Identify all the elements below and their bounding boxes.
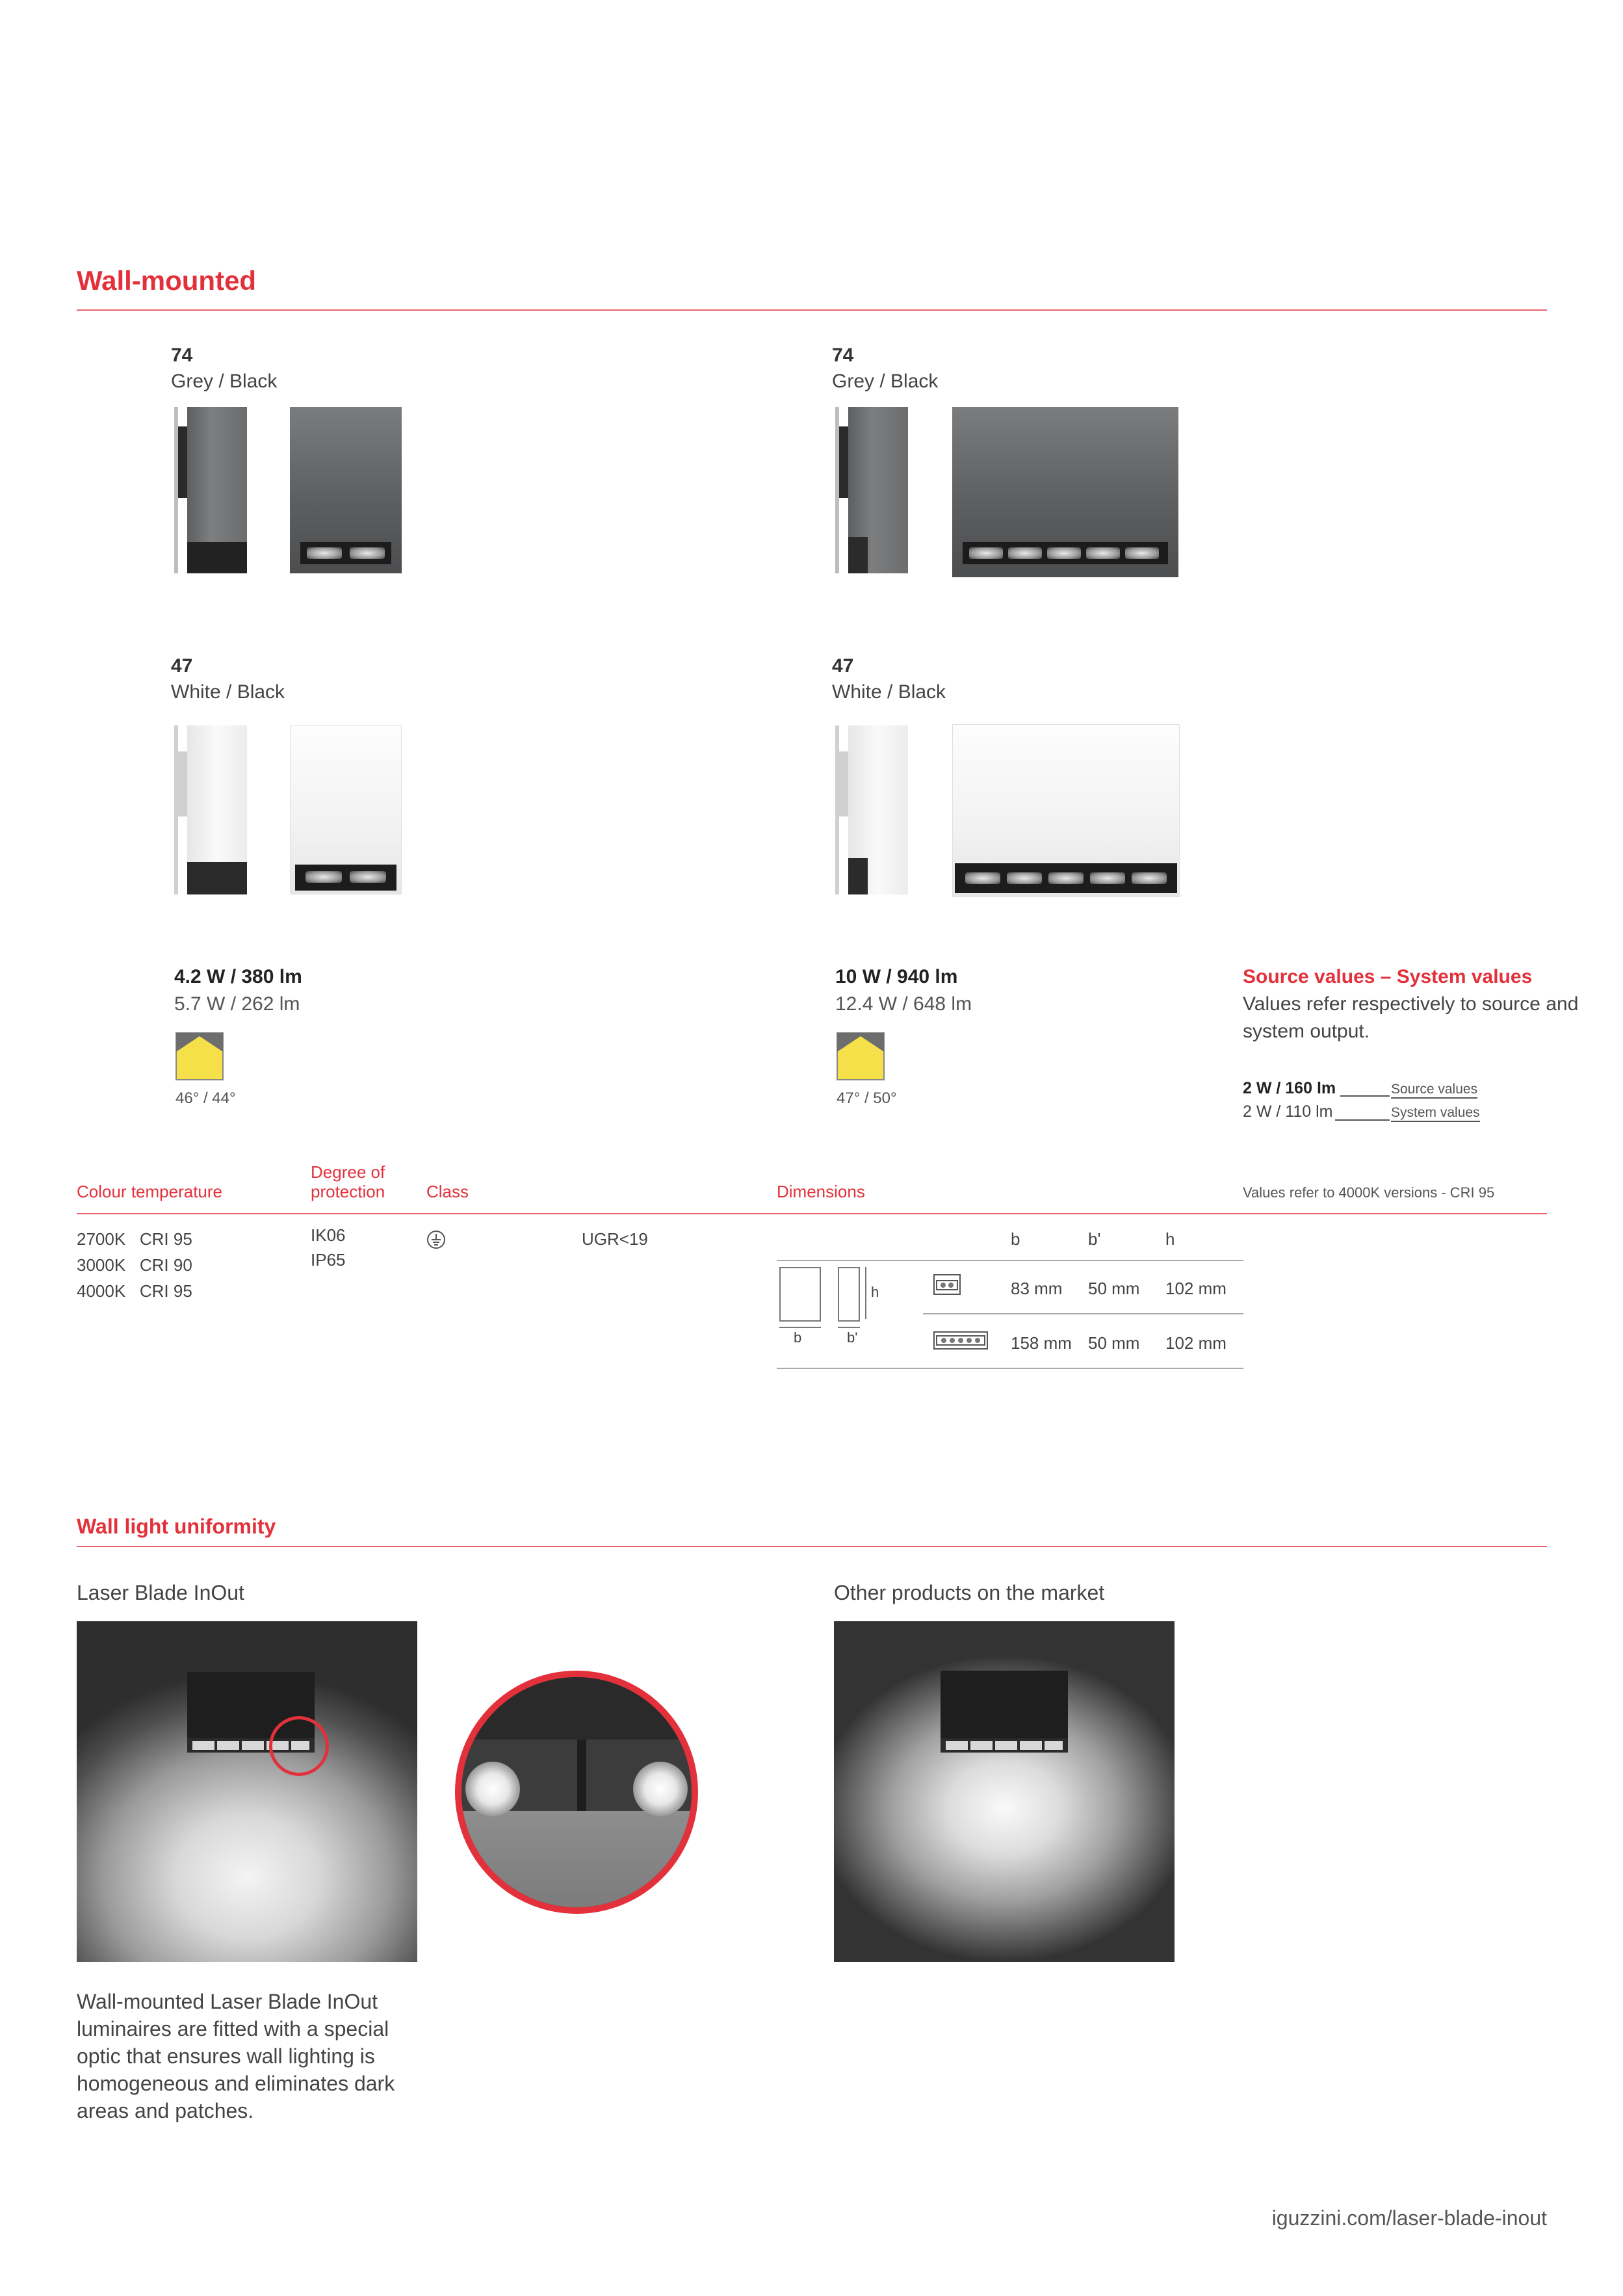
product-front-view bbox=[952, 724, 1180, 897]
product-front-view bbox=[290, 725, 402, 894]
dim-row-h: 102 mm bbox=[1165, 1279, 1227, 1298]
dim-row-b: 83 mm bbox=[1011, 1279, 1063, 1298]
beam-icon bbox=[175, 1032, 224, 1080]
legend-example-source: 2 W / 160 lm bbox=[1243, 1079, 1336, 1097]
specs-rule bbox=[77, 1213, 1547, 1214]
description-line: homogeneous and eliminates dark bbox=[77, 2072, 395, 2095]
other-products-wall-photo bbox=[834, 1621, 1175, 1962]
luminaire-large-icon bbox=[933, 1331, 988, 1350]
product-side-view bbox=[174, 725, 252, 894]
header-degree-line2: protection bbox=[311, 1182, 385, 1201]
legend-title: Source values – System values bbox=[1243, 966, 1533, 987]
header-dimensions: Dimensions bbox=[777, 1182, 865, 1201]
legend-example-source-label: Source values bbox=[1391, 1082, 1477, 1099]
product-finish: Grey / Black bbox=[171, 371, 278, 392]
product-front-view bbox=[290, 407, 402, 573]
description-line: luminaires are fitted with a special bbox=[77, 2017, 389, 2041]
product-code: 74 bbox=[832, 345, 854, 366]
product-front-view bbox=[952, 407, 1178, 577]
left-caption: Laser Blade InOut bbox=[77, 1581, 244, 1604]
protection-ip: IP65 bbox=[311, 1250, 346, 1270]
colour-temp-row: 3000K CRI 90 bbox=[77, 1255, 192, 1275]
section-title: Wall-mounted bbox=[77, 265, 257, 296]
legend-example-system-label: System values bbox=[1391, 1105, 1480, 1122]
legend-example-system: 2 W / 110 lm bbox=[1243, 1102, 1333, 1121]
dim-row-b: 158 mm bbox=[1011, 1333, 1072, 1353]
luminaire-small-icon bbox=[933, 1274, 961, 1295]
uniformity-rule bbox=[77, 1546, 1547, 1547]
dim-col-b2: b' bbox=[1088, 1229, 1101, 1249]
diagram-label-h: h bbox=[871, 1284, 879, 1300]
power-source-value: 10 W / 940 lm bbox=[835, 966, 958, 987]
header-degree-line1: Degree of bbox=[311, 1162, 385, 1182]
footer-url[interactable]: iguzzini.com/laser-blade-inout bbox=[1271, 2206, 1547, 2230]
earth-ground-icon bbox=[426, 1230, 446, 1249]
product-code: 47 bbox=[832, 655, 854, 677]
description-line: Wall-mounted Laser Blade InOut bbox=[77, 1990, 378, 2013]
dim-col-h: h bbox=[1165, 1229, 1175, 1249]
colour-temp-row: 4000K CRI 95 bbox=[77, 1281, 192, 1301]
product-code: 47 bbox=[171, 655, 193, 677]
power-system-value: 12.4 W / 648 lm bbox=[835, 993, 972, 1015]
ugr-value: UGR<19 bbox=[582, 1229, 648, 1249]
laser-blade-wall-photo bbox=[77, 1621, 417, 1962]
product-side-view bbox=[835, 725, 913, 894]
description-line: optic that ensures wall lighting is bbox=[77, 2044, 375, 2068]
product-side-view bbox=[174, 407, 252, 573]
dim-row-h: 102 mm bbox=[1165, 1333, 1227, 1353]
header-class: Class bbox=[426, 1182, 469, 1201]
diagram-label-b2: b' bbox=[847, 1329, 858, 1346]
dim-col-b: b bbox=[1011, 1229, 1020, 1249]
product-finish: White / Black bbox=[171, 681, 285, 703]
uniformity-description bbox=[77, 1988, 441, 2124]
uniformity-title: Wall light uniformity bbox=[77, 1515, 276, 1538]
product-side-view bbox=[835, 407, 913, 573]
right-caption: Other products on the market bbox=[834, 1581, 1105, 1604]
header-colour-temperature: Colour temperature bbox=[77, 1182, 222, 1201]
beam-angle: 47° / 50° bbox=[837, 1089, 897, 1107]
product-finish: White / Black bbox=[832, 681, 946, 703]
product-finish: Grey / Black bbox=[832, 371, 939, 392]
section-rule bbox=[77, 309, 1547, 311]
dim-row-b2: 50 mm bbox=[1088, 1279, 1140, 1298]
dimension-diagram bbox=[777, 1264, 894, 1349]
beam-icon bbox=[837, 1032, 885, 1080]
header-note: Values refer to 4000K versions - CRI 95 bbox=[1243, 1184, 1495, 1201]
dim-row-b2: 50 mm bbox=[1088, 1333, 1140, 1353]
legend-text-line1: Values refer respectively to source and bbox=[1243, 993, 1579, 1015]
power-source-value: 4.2 W / 380 lm bbox=[174, 966, 302, 987]
optic-detail-zoom bbox=[455, 1671, 698, 1914]
power-system-value: 5.7 W / 262 lm bbox=[174, 993, 300, 1015]
description-line: areas and patches. bbox=[77, 2099, 254, 2122]
diagram-label-b: b bbox=[794, 1329, 802, 1346]
colour-temp-row: 2700K CRI 95 bbox=[77, 1229, 192, 1249]
product-code: 74 bbox=[171, 345, 193, 366]
legend-text-line2: system output. bbox=[1243, 1021, 1370, 1042]
protection-ik: IK06 bbox=[311, 1225, 346, 1245]
beam-angle: 46° / 44° bbox=[175, 1089, 236, 1107]
